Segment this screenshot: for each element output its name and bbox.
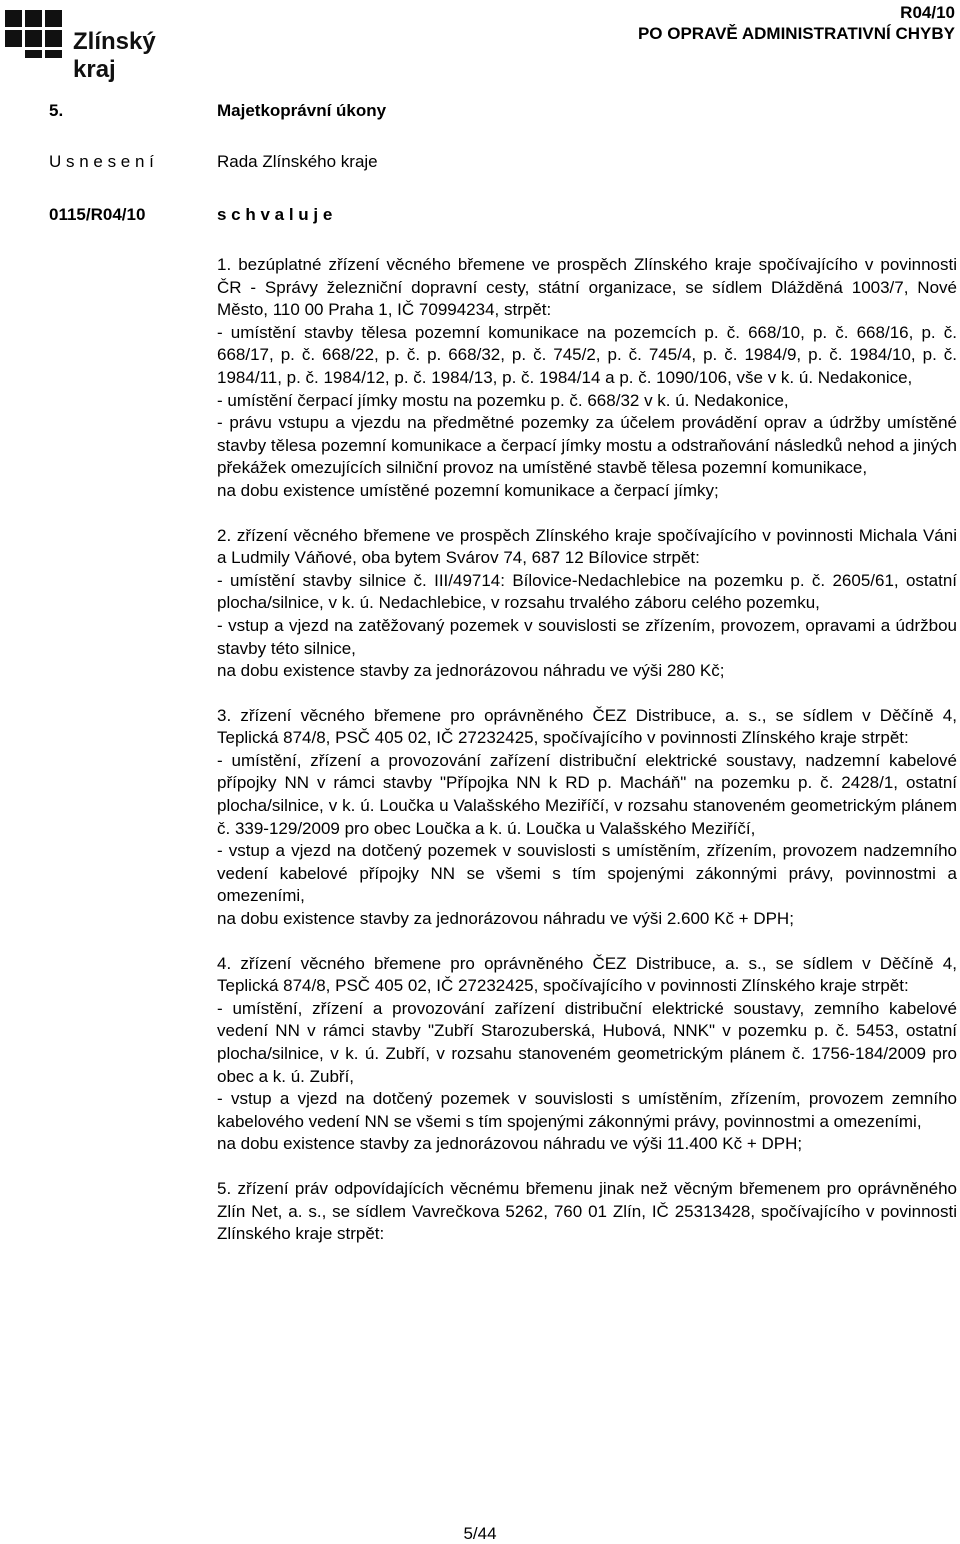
- paragraph: 5. zřízení práv odpovídajících věcnému břemenu jinak než věcným břemenem pro oprávněného Zlín Net, a. s., se sídlem Vavrečkova 5262, 760 01 Zlín, IČ 25313428, spočívajícího v povinnosti Zlínského kraje strpět:: [217, 1178, 957, 1244]
- spacer: [217, 503, 957, 525]
- zlinsky-kraj-logo: [5, 8, 195, 83]
- paragraph: na dobu existence stavby za jednorázovou náhradu ve výši 280 Kč;: [217, 661, 725, 681]
- logo-text: Zlínský kraj: [73, 28, 156, 83]
- correction-notice: PO OPRAVĚ ADMINISTRATIVNÍ CHYBY: [637, 24, 955, 43]
- resolution-label: U s n e s e n í: [49, 152, 154, 171]
- document-header: [638, 2, 955, 44]
- section-number: 5.: [49, 101, 64, 120]
- paragraph: na dobu existence umístěné pozemní komunikace a čerpací jímky;: [217, 480, 719, 500]
- paragraph: 1. bezúplatné zřízení věcného břemene ve prospěch Zlínského kraje spočívajícího v povinnosti ČR - Správy železniční dopravní cesty, státní organizace, se sídlem Dlážděná 1003/7, Nové Město, 110 00 Praha 1, IČ 70994234, strpět:: [217, 255, 957, 320]
- item-2: [217, 525, 957, 683]
- paragraph: 3. zřízení věcného břemene pro oprávněného ČEZ Distribuce, a. s., se sídlem v Děčíně 4, Teplická 874/8, PSČ 405 02, IČ 27232425, spočívajícího v povinnosti Zlínského kraje strpět:: [217, 705, 957, 748]
- item-1: [217, 254, 957, 503]
- paragraph: na dobu existence stavby za jednorázovou náhradu ve výši 2.600 Kč + DPH;: [217, 909, 794, 929]
- section-title: Majetkoprávní úkony: [217, 101, 387, 120]
- spacer: [217, 931, 957, 953]
- resolution-verb: s c h v a l u j e: [217, 205, 333, 224]
- paragraph: - umístění, zřízení a provozování zařízení distribuční elektrické soustavy, zemního kabelové vedení NN v rámci stavby "Zubří Starozuberská, Hubová, NNK" v pozemku p. č. 5453, ostatní plocha/silnice, v k. ú. Zubří, v rozsahu stanoveném geometrickým plánem č. 1756-184/2009 pro obec a k. ú. Zubří,: [217, 998, 957, 1086]
- paragraph: - vstup a vjezd na zatěžovaný pozemek v souvislosti se zřízením, provozem, opravami a údržbou stavby této silnice,: [217, 615, 957, 658]
- resolution-body: Rada Zlínského kraje: [217, 152, 378, 171]
- paragraph: - umístění čerpací jímky mostu na pozemku p. č. 668/32 v k. ú. Nedakonice,: [217, 390, 789, 410]
- paragraph: 2. zřízení věcného břemene ve prospěch Zlínského kraje spočívajícího v povinnosti Michala Váni a Ludmily Váňové, oba bytem Svárov 74, 687 12 Bílovice strpět:: [217, 525, 957, 568]
- resolution-number: 0115/R04/10: [49, 205, 146, 224]
- paragraph: - právu vstupu a vjezdu na předmětné pozemky za účelem provádění oprav a údržby umístěné stavby tělesa pozemní komunikace a čerpací jímky mostu a odstraňování následků nehod a jiných překážek omezujících silniční provoz na umístěné stavbě tělesa pozemní komunikace,: [217, 413, 957, 478]
- paragraph: - umístění stavby silnice č. III/49714: Bílovice-Nedachlebice na pozemku p. č. 2605/61, ostatní plocha/silnice, v k. ú. Nedachlebice, v rozsahu trvalého záboru celého pozemku,: [217, 570, 957, 613]
- page-number: 5/44: [463, 1524, 497, 1543]
- item-4: [217, 953, 957, 1156]
- spacer: [217, 683, 957, 705]
- document-code: R04/10: [900, 3, 955, 22]
- paragraph: na dobu existence stavby za jednorázovou náhradu ve výši 11.400 Kč + DPH;: [217, 1134, 803, 1154]
- paragraph: - vstup a vjezd na dotčený pozemek v souvislosti s umístěním, zřízením, provozem zemního kabelového vedení NN se všemi s tím spojenými zákonnými právy, povinnostmi a omezeními,: [217, 1089, 957, 1131]
- paragraph: 4. zřízení věcného břemene pro oprávněného ČEZ Distribuce, a. s., se sídlem v Děčíně 4, Teplická 874/8, PSČ 405 02, IČ 27232425, spočívajícího v povinnosti Zlínského kraje strpět:: [217, 953, 957, 996]
- item-5: [217, 1178, 957, 1246]
- spacer: [217, 1156, 957, 1178]
- resolution-items: [217, 254, 957, 1246]
- item-3: [217, 705, 957, 931]
- paragraph: - umístění, zřízení a provozování zařízení distribuční elektrické soustavy, nadzemní kabelové přípojky NN v rámci stavby "Přípojka NN k RD p. Macháň" na pozemku p. č. 2428/1, ostatní plocha/silnice, v k. ú. Loučka u Valašského Meziříčí, v rozsahu stanoveném geometrickým plánem č. 339-129/2009 pro obec Loučka a k. ú. Loučka u Valašského Meziříčí,: [217, 750, 957, 838]
- paragraph: - umístění stavby tělesa pozemní komunikace na pozemcích p. č. 668/10, p. č. 668/16, p. č. 668/17, p. č. 668/22, p. č. p. 668/32, p. č. 745/2, p. č. 745/4, p. č. 1984/9, p. č. 1984/10, p. č. 1984/11, p. č. 1984/12, p. č. 1984/13, p. č. 1984/14 a p. č. 1090/106, vše v k. ú. Nedakonice,: [217, 322, 957, 387]
- paragraph: - vstup a vjezd na dotčený pozemek v souvislosti s umístěním, zřízením, provozem nadzemního vedení kabelové přípojky NN se všemi s tím spojenými zákonnými právy, povinnostmi a omezeními,: [217, 841, 957, 906]
